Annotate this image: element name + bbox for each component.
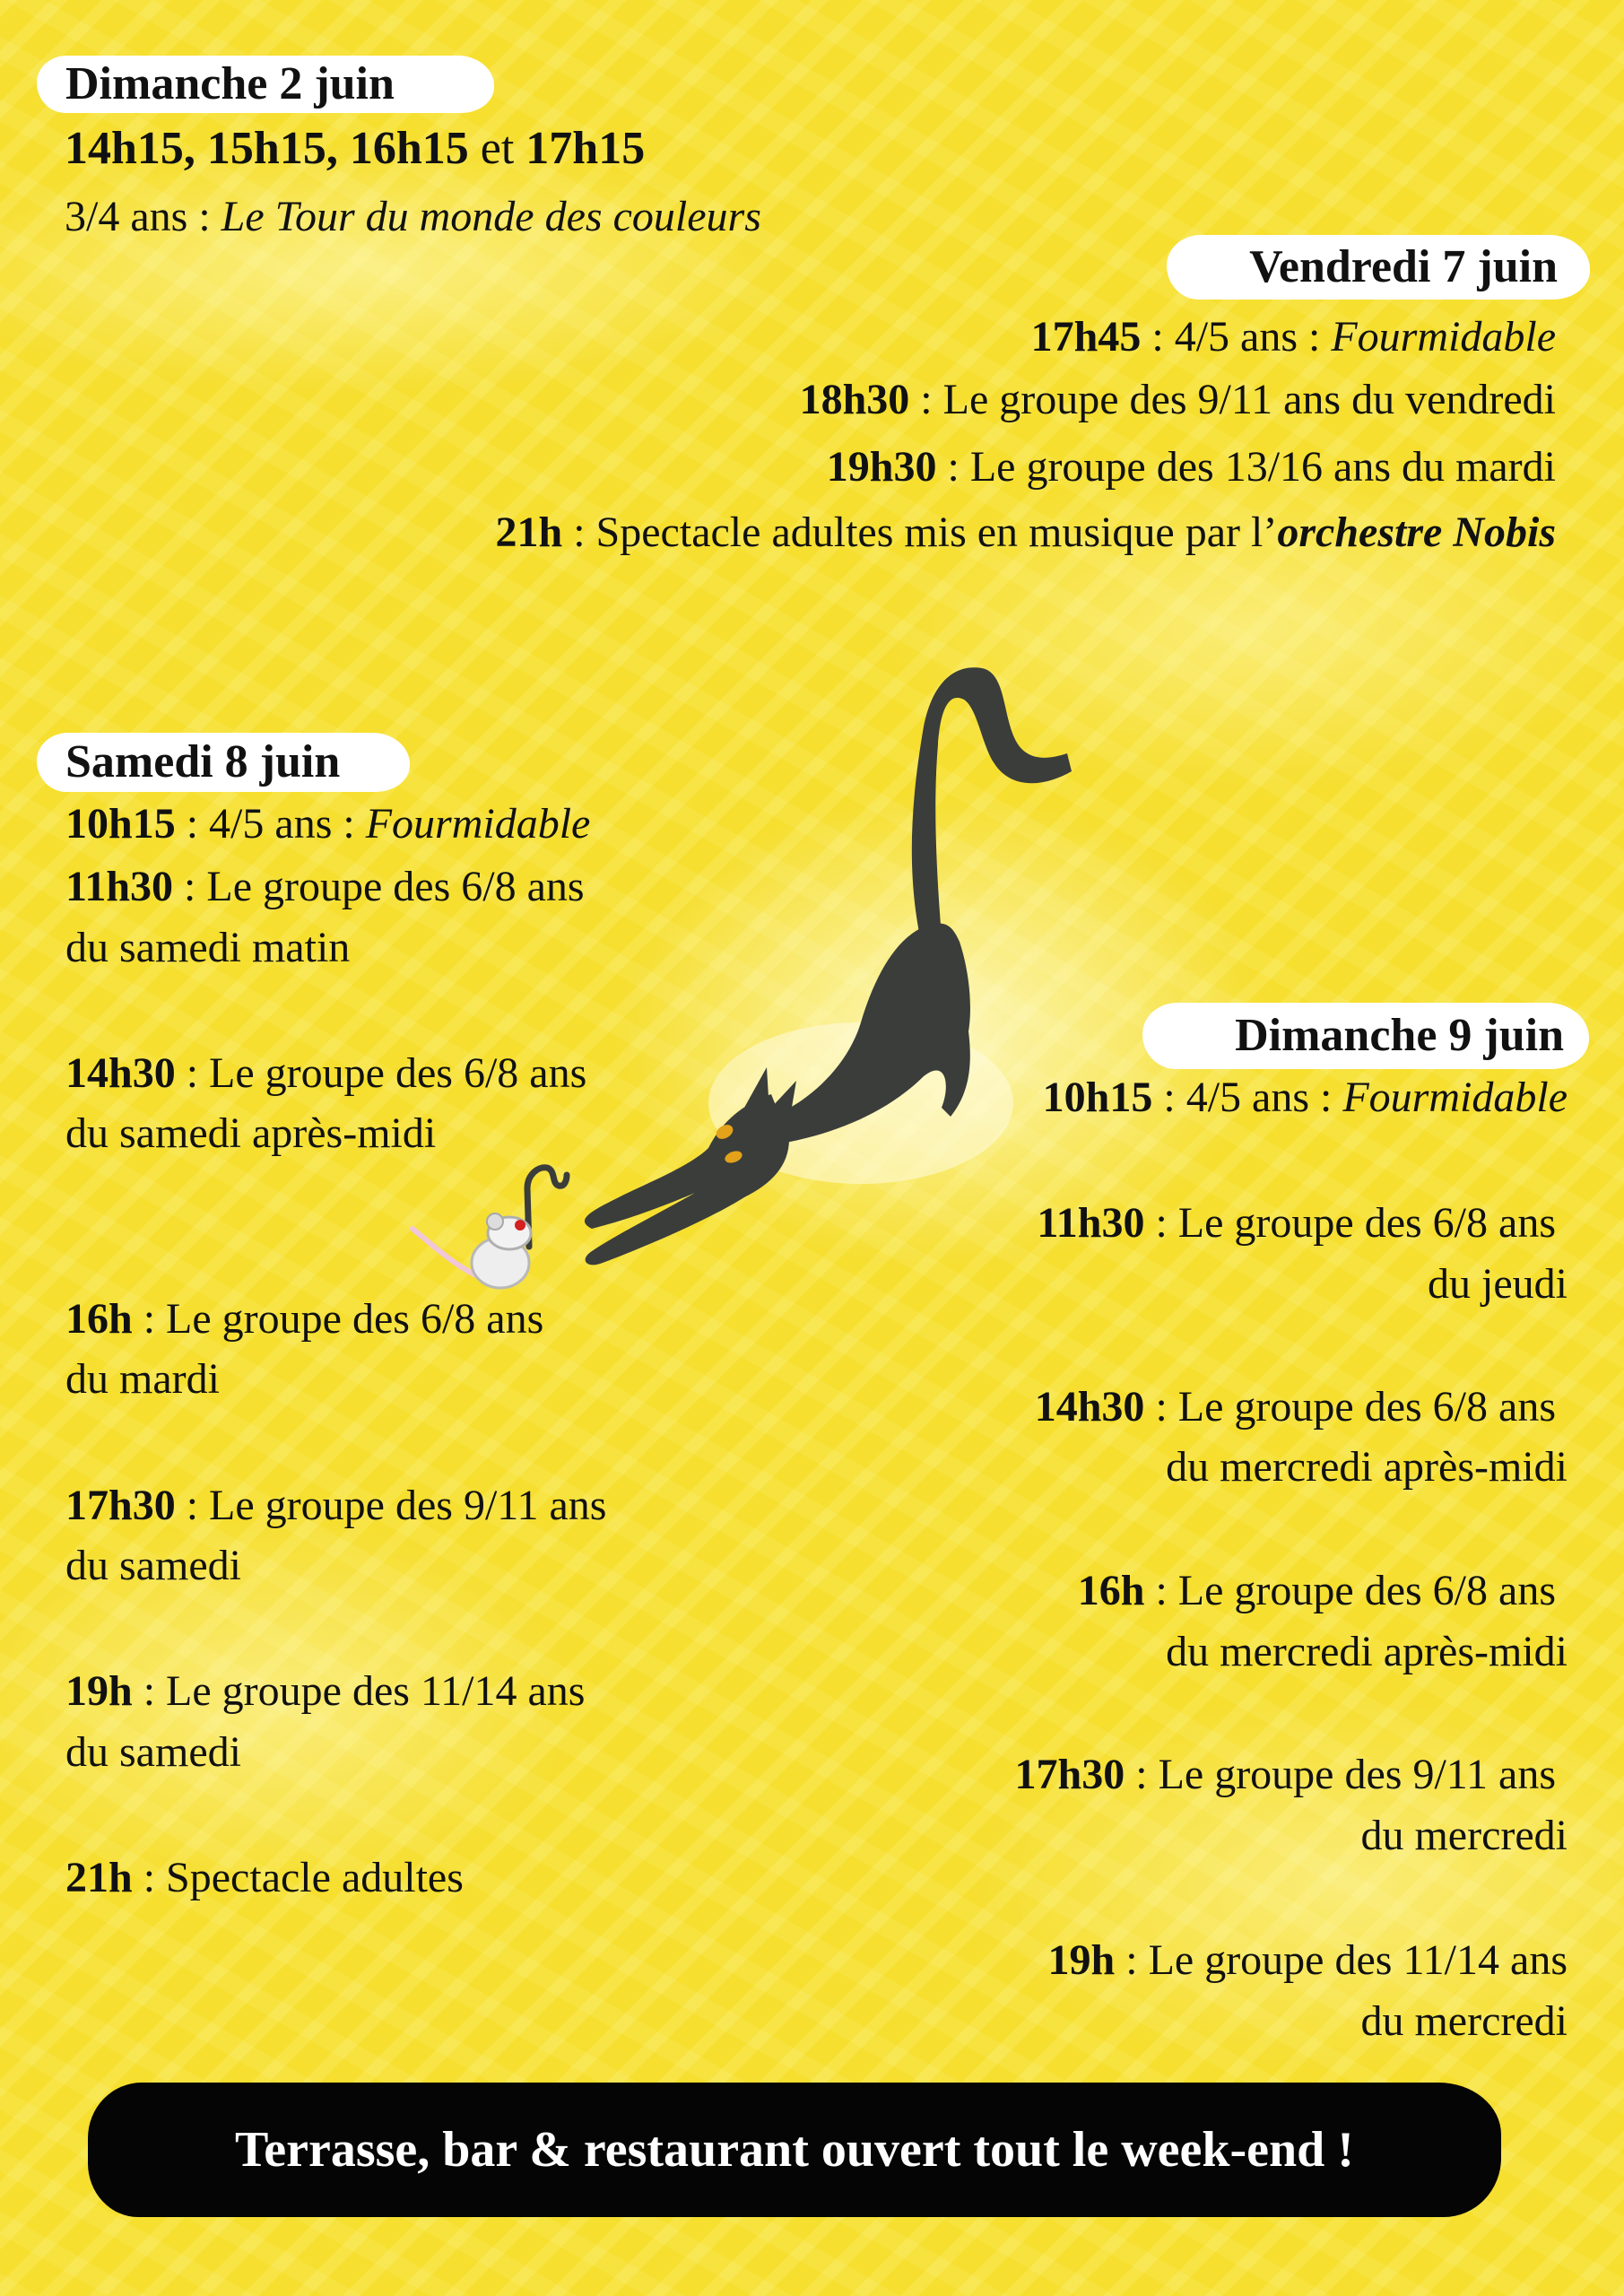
- show-dimanche-2: 3/4 ans : Le Tour du monde des couleurs: [65, 193, 761, 240]
- day-heading-samedi-8: [37, 733, 410, 792]
- schedule-entry: 17h30 : Le groupe des 9/11 ans: [1014, 1751, 1556, 1798]
- schedule-entry-continuation: du mercredi après-midi: [1166, 1628, 1568, 1675]
- schedule-entry-continuation: du mercredi après-midi: [1166, 1443, 1568, 1491]
- schedule-entry: 10h15 : 4/5 ans : Fourmidable: [65, 800, 591, 848]
- day-heading-vendredi-7: [1167, 235, 1590, 300]
- schedule-entry: 19h : Le groupe des 11/14 ans: [1047, 1936, 1568, 1984]
- schedule-entry-continuation: du samedi matin: [65, 924, 351, 971]
- schedule-entry: 14h30 : Le groupe des 6/8 ans: [1034, 1383, 1556, 1431]
- schedule-entry: 17h30 : Le groupe des 9/11 ans: [65, 1482, 607, 1529]
- schedule-entry-continuation: du samedi après-midi: [65, 1109, 437, 1157]
- schedule-entry: 16h : Le groupe des 6/8 ans: [65, 1295, 544, 1343]
- schedule-entry-continuation: du mardi: [65, 1355, 220, 1403]
- schedule-entry: 11h30 : Le groupe des 6/8 ans: [1037, 1199, 1556, 1247]
- schedule-entry-continuation: du mercredi: [1360, 1812, 1568, 1859]
- day-heading-dimanche-9: [1142, 1003, 1589, 1069]
- day-heading-label: Dimanche 2 juin: [65, 58, 395, 109]
- schedule-entry: 14h30 : Le groupe des 6/8 ans: [65, 1049, 587, 1097]
- day-heading-label: Dimanche 9 juin: [1235, 1010, 1564, 1061]
- schedule-entry: 19h30 : Le groupe des 13/16 ans du mardi: [826, 443, 1556, 491]
- schedule-entry-continuation: du mercredi: [1360, 1997, 1568, 2045]
- schedule-times-dimanche-2: 14h15, 15h15, 16h15 et 17h15: [65, 123, 646, 174]
- schedule-entry: 10h15 : 4/5 ans : Fourmidable: [1042, 1074, 1568, 1121]
- schedule-entry: 16h : Le groupe des 6/8 ans: [1077, 1567, 1556, 1614]
- schedule-entry: 21h : Spectacle adultes mis en musique par l’orchestre Nobis: [495, 509, 1556, 556]
- white-mouse-with-stick-icon: [395, 1148, 628, 1300]
- schedule-entry: 18h30 : Le groupe des 9/11 ans du vendredi: [799, 376, 1556, 423]
- schedule-entry-continuation: du samedi: [65, 1728, 241, 1776]
- schedule-entry: 17h45 : 4/5 ans : Fourmidable: [1030, 313, 1556, 361]
- info-banner: [88, 2083, 1501, 2217]
- info-banner-text: Terrasse, bar & restaurant ouvert tout le week-end !: [235, 2122, 1354, 2178]
- schedule-entry-continuation: du samedi: [65, 1542, 241, 1589]
- day-heading-dimanche-2: [37, 56, 494, 113]
- schedule-entry: 11h30 : Le groupe des 6/8 ans: [65, 863, 585, 910]
- schedule-entry: 19h : Le groupe des 11/14 ans: [65, 1667, 586, 1715]
- schedule-entry-continuation: du jeudi: [1428, 1260, 1568, 1308]
- day-heading-label: Samedi 8 juin: [65, 736, 341, 787]
- day-heading-label: Vendredi 7 juin: [1249, 241, 1558, 292]
- schedule-entry: 21h : Spectacle adultes: [65, 1854, 464, 1901]
